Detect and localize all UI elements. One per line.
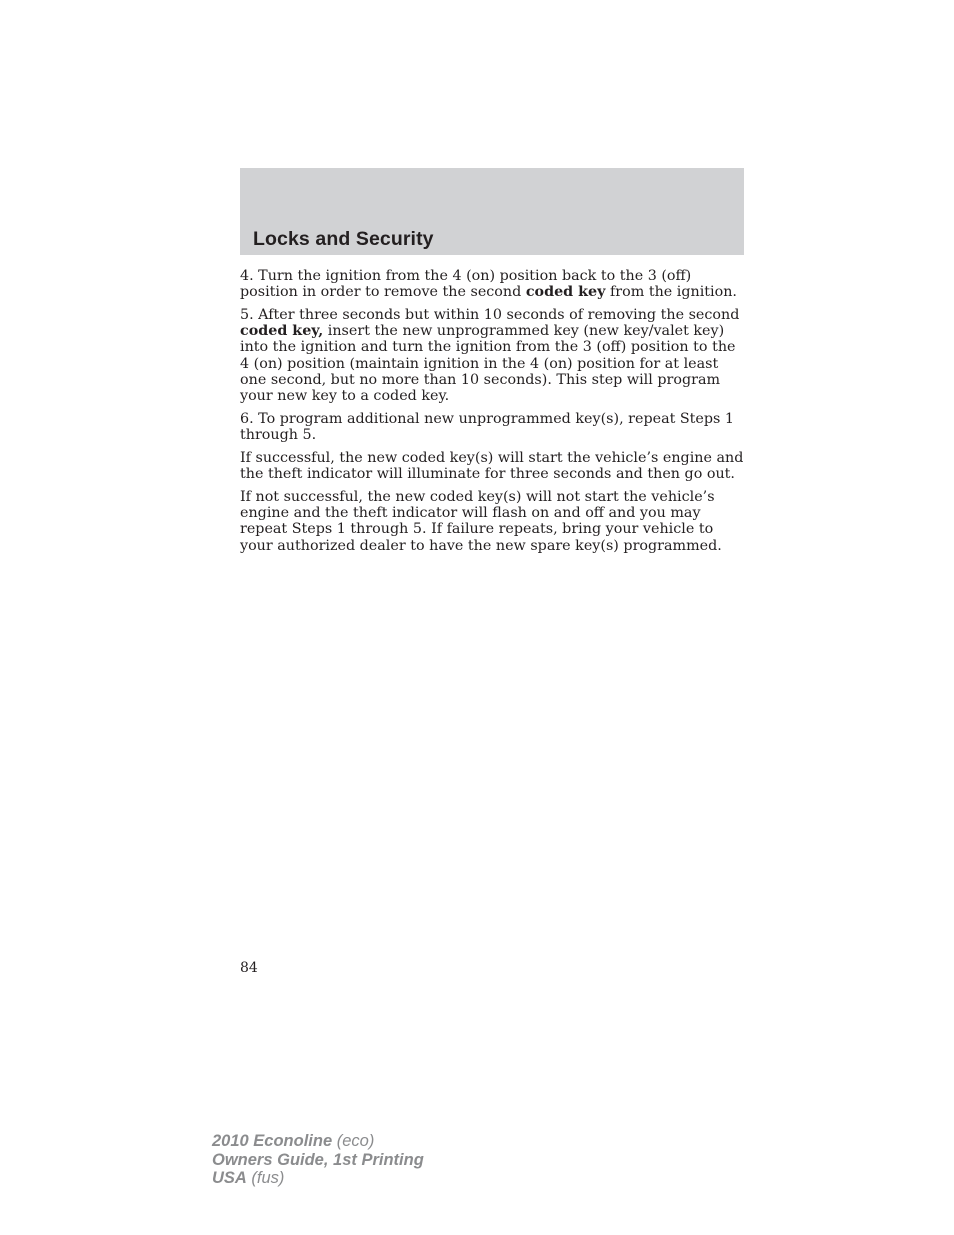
failure-paragraph: If not successful, the new coded key(s) will not start the vehicle’s engine and the theft indicator will flash on and off and you may repeat Steps 1 through 5. If failure repeats, bring your vehicle to your authorized dealer to have the new spare key(s) programmed.	[240, 488, 722, 554]
footer-line-guide: Owners Guide, 1st Printing	[212, 1150, 424, 1169]
step-4-text-end: from the ignition.	[605, 284, 737, 301]
step-4-text: 4. Turn the ignition from the 4 (on) position back to the 3 (off) position in order to remove the second	[240, 268, 692, 301]
section-title: Locks and Security	[253, 228, 434, 250]
step-5-bold-term: coded key,	[240, 323, 324, 340]
step-5-text-end: insert the new unprogrammed key (new key/valet key) into the ignition and turn the ignition from the 3 (off) position to the 4 (on) position (maintain ignition in the 4 (on) position for at least one second, but no more than 10 seconds). This step will program your new key to a coded key.	[240, 323, 736, 405]
footer-model: 2010 Econoline	[212, 1132, 333, 1150]
step-5-text: 5. After three seconds but within 10 seconds of removing the second	[240, 306, 740, 323]
step-4-bold-term: coded key	[525, 284, 606, 301]
page-number: 84	[240, 960, 258, 976]
step-6-paragraph: 6. To program additional new unprogrammed key(s), repeat Steps 1 through 5.	[240, 410, 735, 444]
footer-region-code: (fus)	[246, 1169, 285, 1187]
footer-model-code: (eco)	[332, 1132, 375, 1150]
step-5-paragraph	[240, 307, 745, 405]
footer-line-region	[212, 1169, 424, 1188]
section-header-band	[240, 168, 744, 255]
step-4-paragraph	[240, 268, 745, 301]
page-content	[240, 268, 745, 560]
success-paragraph: If successful, the new coded key(s) will start the vehicle’s engine and the theft indicator will illuminate for three seconds and then go out.	[240, 449, 744, 483]
footer-line-model	[212, 1132, 424, 1151]
document-footer	[212, 1132, 424, 1188]
footer-region: USA	[212, 1169, 247, 1187]
